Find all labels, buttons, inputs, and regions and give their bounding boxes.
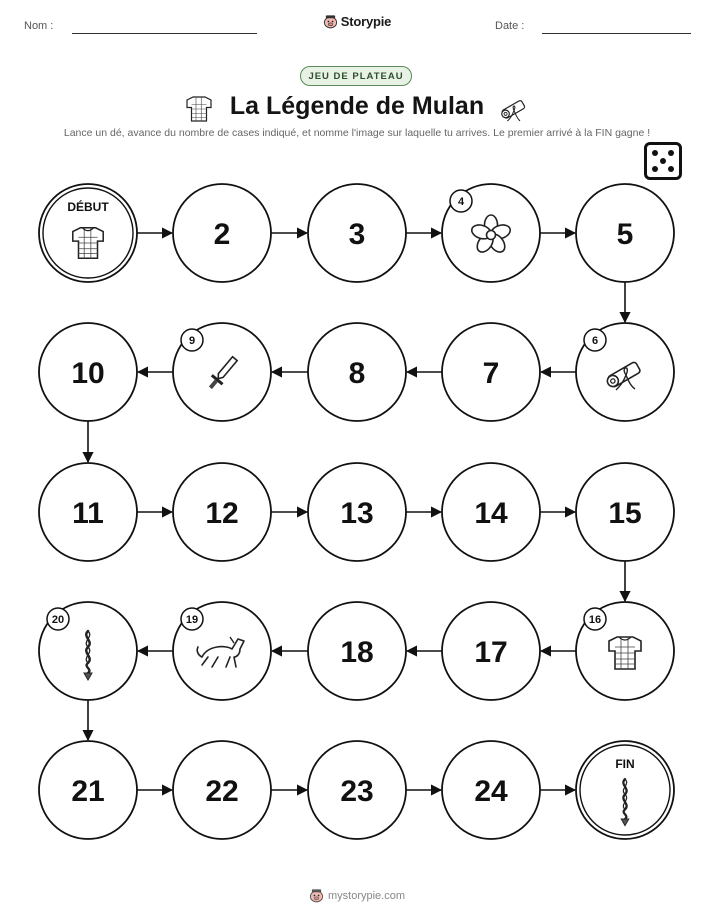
board-cell	[442, 602, 540, 700]
cell-number: 6	[591, 335, 599, 347]
cell-label: DÉBUT	[67, 200, 109, 214]
cell-number: 9	[188, 335, 196, 347]
cell-number: 17	[474, 636, 508, 669]
cell-number: 12	[205, 497, 239, 530]
cell-number: 15	[608, 497, 642, 530]
board-cell	[39, 602, 137, 700]
name-label: Nom :	[24, 20, 54, 32]
cell-number: 13	[340, 497, 374, 530]
page-title: La Légende de Mulan	[229, 92, 485, 120]
board-cell	[576, 184, 674, 282]
cell-number: 7	[482, 357, 500, 390]
cell-number: 3	[348, 218, 366, 251]
board-cell	[442, 463, 540, 561]
board-cell	[173, 741, 271, 839]
board-cell	[576, 463, 674, 561]
cell-number: 5	[616, 218, 634, 251]
pig-logo-icon	[309, 888, 324, 903]
cell-number: 16	[588, 614, 602, 626]
date-label: Date :	[495, 20, 525, 32]
board-cell	[308, 602, 406, 700]
board-cell	[308, 463, 406, 561]
cell-number: 18	[340, 636, 374, 669]
cell-number: 23	[340, 775, 374, 808]
board-cell	[442, 741, 540, 839]
board-cell	[442, 323, 540, 421]
board-cell	[173, 323, 271, 421]
board-cell	[576, 323, 674, 421]
board-cell	[442, 184, 540, 282]
cell-number: 19	[185, 614, 199, 626]
board-cell	[39, 741, 137, 839]
finish-cell	[576, 741, 674, 839]
board-cell	[308, 323, 406, 421]
cell-label: FIN	[615, 757, 635, 771]
board-cell	[173, 184, 271, 282]
cell-number: 14	[474, 497, 508, 530]
board-cell	[308, 741, 406, 839]
cell-number: 8	[348, 357, 366, 390]
cell-number: 2	[213, 218, 231, 251]
board-cell	[173, 602, 271, 700]
board-cell	[308, 184, 406, 282]
start-cell	[39, 184, 137, 282]
board-cell	[173, 463, 271, 561]
cell-number: 21	[71, 775, 105, 808]
footer	[0, 888, 714, 903]
cell-number: 4	[457, 196, 465, 208]
footer-url: mystorypie.com	[327, 890, 406, 902]
cell-number: 22	[205, 775, 239, 808]
game-type-badge: JEU DE PLATEAU	[300, 66, 412, 86]
cell-number: 20	[51, 614, 65, 626]
board-cell	[576, 602, 674, 700]
cell-number: 11	[72, 497, 104, 530]
brand-name: Storypie	[340, 14, 392, 29]
board-cell	[39, 463, 137, 561]
cell-number: 10	[71, 357, 105, 390]
board-cell	[39, 323, 137, 421]
cell-number: 24	[474, 775, 508, 808]
instructions: Lance un dé, avance du nombre de cases indiqué, et nomme l'image sur laquelle tu arrives. Le premier arrivé à la FIN gagne !	[63, 127, 651, 139]
